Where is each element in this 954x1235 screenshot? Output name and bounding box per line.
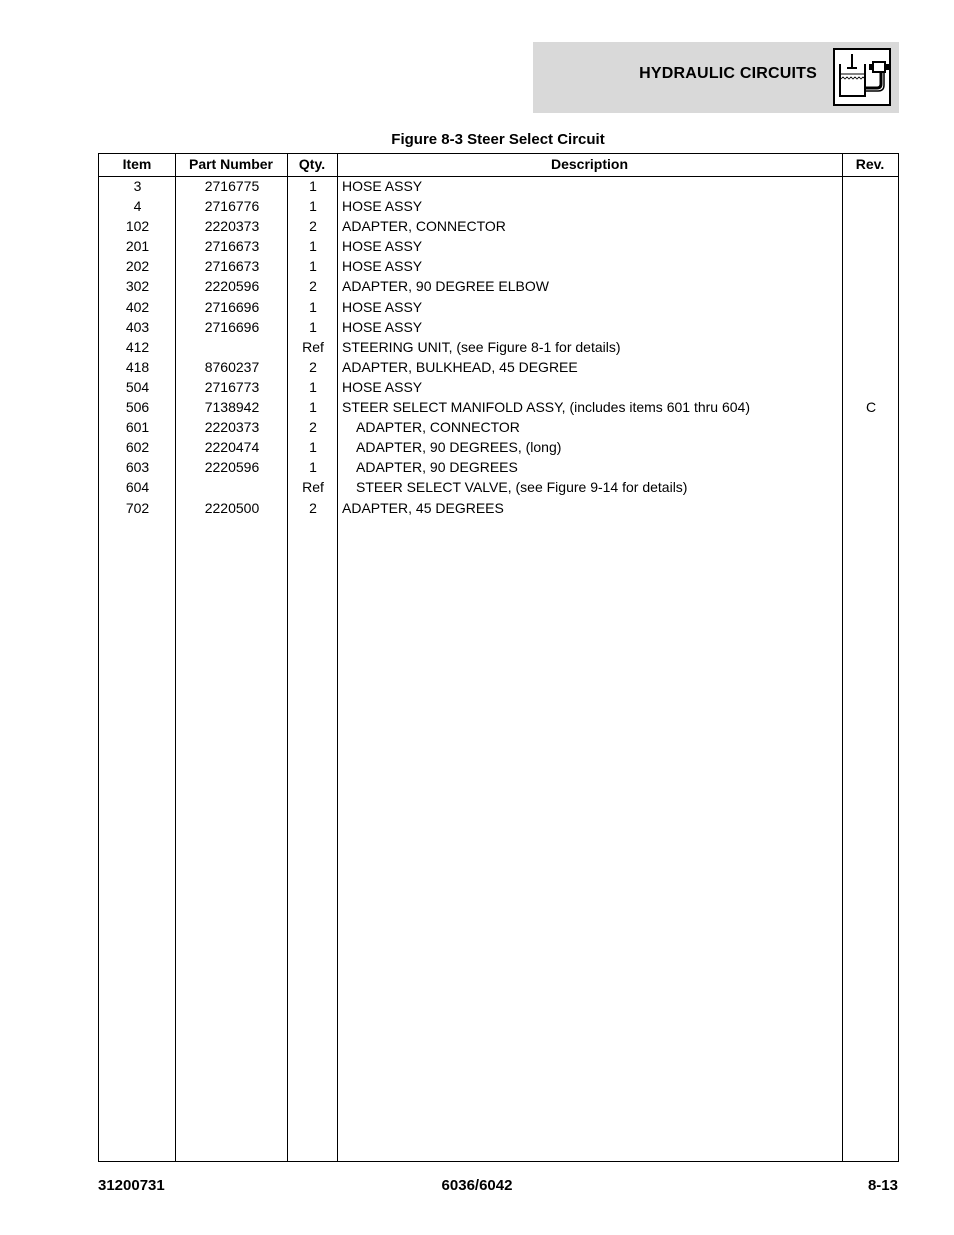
cell-qty: 1	[309, 399, 317, 416]
column-header-qty: Qty.	[298, 156, 326, 172]
table-row	[99, 417, 898, 437]
cell-rev	[843, 216, 899, 236]
cell-rev	[843, 196, 899, 216]
table-row	[99, 256, 898, 276]
cell-item: 202	[125, 258, 150, 275]
cell-description: ADAPTER, 90 DEGREE ELBOW	[342, 278, 549, 295]
cell-rev	[843, 498, 899, 518]
cell-part-number: 2716673	[204, 258, 260, 275]
column-header-description: Description	[550, 156, 628, 172]
cell-description: STEER SELECT MANIFOLD ASSY, (includes items 601 thru 604)	[342, 399, 750, 416]
cell-qty: 2	[309, 419, 317, 436]
cell-description: ADAPTER, 45 DEGREES	[342, 499, 504, 516]
table-row	[99, 297, 898, 317]
cell-qty: 2	[309, 358, 317, 375]
cell-description: ADAPTER, 90 DEGREES	[356, 459, 518, 476]
cell-description: HOSE ASSY	[342, 198, 423, 215]
cell-qty: 1	[309, 178, 317, 194]
cell-rev	[843, 276, 899, 296]
cell-rev	[843, 477, 899, 497]
cell-description: STEER SELECT VALVE, (see Figure 9-14 for details)	[356, 479, 688, 496]
cell-qty: 1	[309, 198, 317, 215]
cell-description: HOSE ASSY	[342, 258, 423, 275]
cell-item: 403	[125, 318, 150, 335]
cell-rev	[843, 236, 899, 256]
cell-item: 506	[125, 399, 150, 416]
column-header-rev: Rev.	[855, 156, 885, 172]
page-number: 8-13	[867, 1177, 898, 1194]
cell-part-number: 2220373	[204, 419, 260, 436]
cell-part-number: 2716776	[204, 198, 260, 215]
cell-description: HOSE ASSY	[342, 318, 423, 335]
cell-part-number	[176, 477, 288, 497]
table-row	[99, 216, 898, 236]
table-row	[99, 357, 898, 377]
cell-description: ADAPTER, CONNECTOR	[342, 218, 506, 235]
cell-part-number: 2220500	[204, 499, 260, 516]
cell-part-number: 7138942	[204, 399, 260, 416]
cell-rev	[843, 377, 899, 397]
cell-rev	[843, 437, 899, 457]
cell-description: ADAPTER, 90 DEGREES, (long)	[356, 439, 562, 456]
cell-part-number: 8760237	[204, 358, 260, 375]
cell-qty: 1	[309, 298, 317, 315]
cell-qty: 2	[309, 499, 317, 516]
table-row	[99, 337, 898, 357]
cell-item: 102	[125, 218, 150, 235]
cell-qty: 1	[309, 318, 317, 335]
cell-part-number: 2220596	[204, 278, 260, 295]
cell-part-number: 2716696	[204, 318, 260, 335]
figure-title: Figure 8-3 Steer Select Circuit	[391, 131, 605, 148]
cell-item: 602	[125, 439, 150, 456]
table-row	[99, 397, 898, 417]
cell-part-number: 2220596	[204, 459, 260, 476]
cell-item: 603	[125, 459, 150, 476]
cell-qty: Ref	[302, 479, 324, 496]
cell-rev	[843, 337, 899, 357]
cell-qty: 1	[309, 258, 317, 275]
cell-rev	[843, 357, 899, 377]
table-row	[99, 317, 898, 337]
model-number: 6036/6042	[441, 1177, 513, 1194]
cell-item: 601	[125, 419, 150, 436]
column-header-item: Item	[122, 156, 152, 172]
cell-rev: C	[865, 399, 877, 416]
cell-item: 418	[125, 358, 150, 375]
cell-item: 4	[133, 198, 142, 215]
cell-item: 702	[125, 499, 150, 516]
cell-description: HOSE ASSY	[342, 378, 423, 395]
cell-part-number: 2716696	[204, 298, 260, 315]
cell-rev	[843, 417, 899, 437]
table-row	[99, 437, 898, 457]
section-title: HYDRAULIC CIRCUITS	[639, 65, 817, 82]
cell-rev	[843, 457, 899, 477]
cell-rev	[843, 297, 899, 317]
hydraulic-reservoir-icon	[833, 48, 891, 106]
cell-description: HOSE ASSY	[342, 178, 423, 194]
table-body	[99, 176, 898, 518]
cell-description: ADAPTER, BULKHEAD, 45 DEGREE	[342, 358, 578, 375]
table-row	[99, 477, 898, 497]
cell-rev	[843, 256, 899, 276]
table-row	[99, 176, 898, 196]
cell-rev	[843, 317, 899, 337]
cell-qty: 2	[309, 218, 317, 235]
cell-qty: Ref	[302, 338, 324, 355]
cell-description: HOSE ASSY	[342, 238, 423, 255]
cell-qty: 2	[309, 278, 317, 295]
cell-part-number: 2716775	[204, 178, 260, 194]
cell-item: 504	[125, 378, 150, 395]
cell-qty: 1	[309, 378, 317, 395]
table-row	[99, 457, 898, 477]
cell-item: 302	[125, 278, 150, 295]
cell-description: ADAPTER, CONNECTOR	[356, 419, 520, 436]
table-row	[99, 377, 898, 397]
cell-item: 402	[125, 298, 150, 315]
cell-description: HOSE ASSY	[342, 298, 423, 315]
cell-part-number: 2220474	[204, 439, 260, 456]
cell-qty: 1	[309, 459, 317, 476]
cell-item: 3	[133, 178, 142, 194]
parts-table	[98, 153, 899, 1162]
cell-description: STEERING UNIT, (see Figure 8-1 for details)	[342, 338, 621, 355]
cell-part-number: 2716673	[204, 238, 260, 255]
table-row	[99, 196, 898, 216]
cell-rev	[843, 176, 899, 196]
cell-part-number: 2220373	[204, 218, 260, 235]
document-number: 31200731	[98, 1177, 165, 1194]
cell-part-number: 2716773	[204, 378, 260, 395]
section-header	[533, 42, 899, 113]
table-row	[99, 276, 898, 296]
cell-item: 604	[125, 479, 150, 496]
table-row	[99, 498, 898, 518]
cell-qty: 1	[309, 238, 317, 255]
column-header-part-number: Part Number	[188, 156, 274, 172]
cell-item: 201	[125, 238, 150, 255]
cell-item: 412	[125, 338, 150, 355]
table-row	[99, 236, 898, 256]
cell-part-number	[176, 337, 288, 357]
cell-qty: 1	[309, 439, 317, 456]
